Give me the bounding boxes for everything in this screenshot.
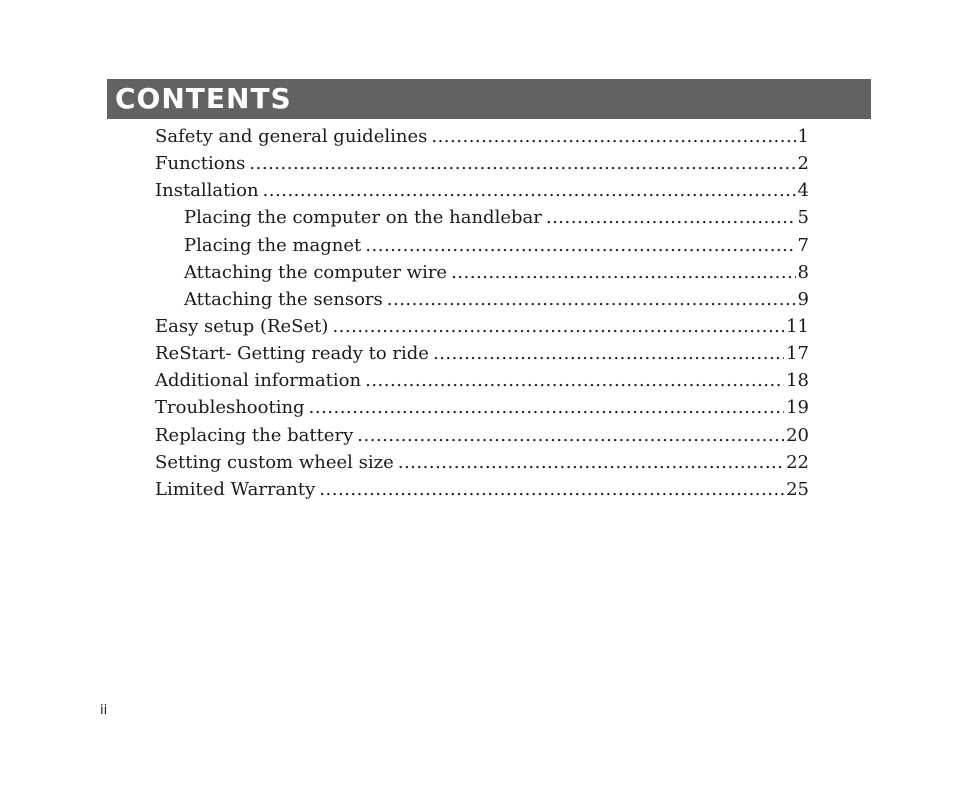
toc-entry-page-number: 9 [797, 288, 809, 310]
toc-entry-page-number: 22 [786, 451, 809, 473]
toc-entry-label: Attaching the sensors [184, 288, 383, 310]
toc-dot-leader [451, 259, 795, 286]
toc-entry[interactable] [155, 449, 809, 476]
toc-entry-label: Additional information [155, 370, 362, 392]
toc-entry-page-number: 19 [786, 397, 809, 419]
toc-entry-page-number: 17 [786, 343, 809, 365]
toc-entry-page-number: 2 [797, 153, 809, 175]
contents-header-bar [107, 79, 871, 119]
toc-entry-label: Setting custom wheel size [155, 451, 394, 473]
toc-entry-page-number: 7 [797, 234, 809, 256]
toc-entry[interactable] [155, 123, 809, 150]
toc-entry-label: Placing the computer on the handlebar [184, 207, 542, 229]
toc-entry-page-number: 18 [786, 370, 809, 392]
toc-entry[interactable] [155, 150, 809, 177]
toc-dot-leader [332, 313, 784, 340]
toc-entry[interactable] [155, 259, 809, 286]
toc-entry-label: Installation [155, 180, 259, 202]
toc-entry-page-number: 5 [797, 207, 809, 229]
toc-entry-label: Safety and general guidelines [155, 126, 428, 147]
toc-dot-leader [387, 286, 796, 313]
toc-entry[interactable] [155, 422, 809, 449]
toc-entry-page-number: 1 [797, 126, 809, 147]
toc-entry-label: Attaching the computer wire [184, 261, 448, 283]
toc-dot-leader [431, 123, 795, 150]
toc-entry[interactable] [155, 286, 809, 313]
toc-dot-leader [263, 177, 796, 204]
toc-entry-label: Easy setup (ReSet) [155, 315, 329, 337]
toc-entry-page-number: 20 [786, 424, 809, 446]
toc-entry-page-number: 11 [786, 315, 809, 337]
toc-entry[interactable] [155, 313, 809, 340]
toc-dot-leader [319, 476, 784, 503]
toc-entry[interactable] [155, 232, 809, 259]
toc-dot-leader [249, 150, 795, 177]
toc-dot-leader [365, 367, 784, 394]
toc-entry-label: Placing the magnet [184, 234, 362, 256]
toc-entry-label: Troubleshooting [155, 397, 305, 419]
toc-dot-leader [398, 449, 784, 476]
toc-dot-leader [546, 204, 796, 231]
toc-entry-label: Functions [155, 153, 246, 175]
toc-entry-page-number: 25 [786, 478, 809, 500]
toc-dot-leader [433, 340, 784, 367]
toc-entry-label: Limited Warranty [155, 478, 316, 500]
toc-entry[interactable] [155, 177, 809, 204]
toc-entry[interactable] [155, 367, 809, 394]
table-of-contents [155, 123, 809, 503]
page-number: ii [100, 703, 108, 718]
toc-dot-leader [309, 394, 785, 421]
toc-entry[interactable] [155, 476, 809, 503]
toc-dot-leader [365, 232, 795, 259]
toc-entry[interactable] [155, 340, 809, 367]
toc-entry[interactable] [155, 394, 809, 421]
page-title: CONTENTS [115, 82, 292, 115]
toc-entry-label: Replacing the battery [155, 424, 354, 446]
toc-entry-page-number: 8 [797, 261, 809, 283]
toc-dot-leader [357, 422, 784, 449]
toc-entry-page-number: 4 [797, 180, 809, 202]
toc-entry-label: ReStart- Getting ready to ride [155, 343, 429, 365]
toc-entry[interactable] [155, 204, 809, 231]
